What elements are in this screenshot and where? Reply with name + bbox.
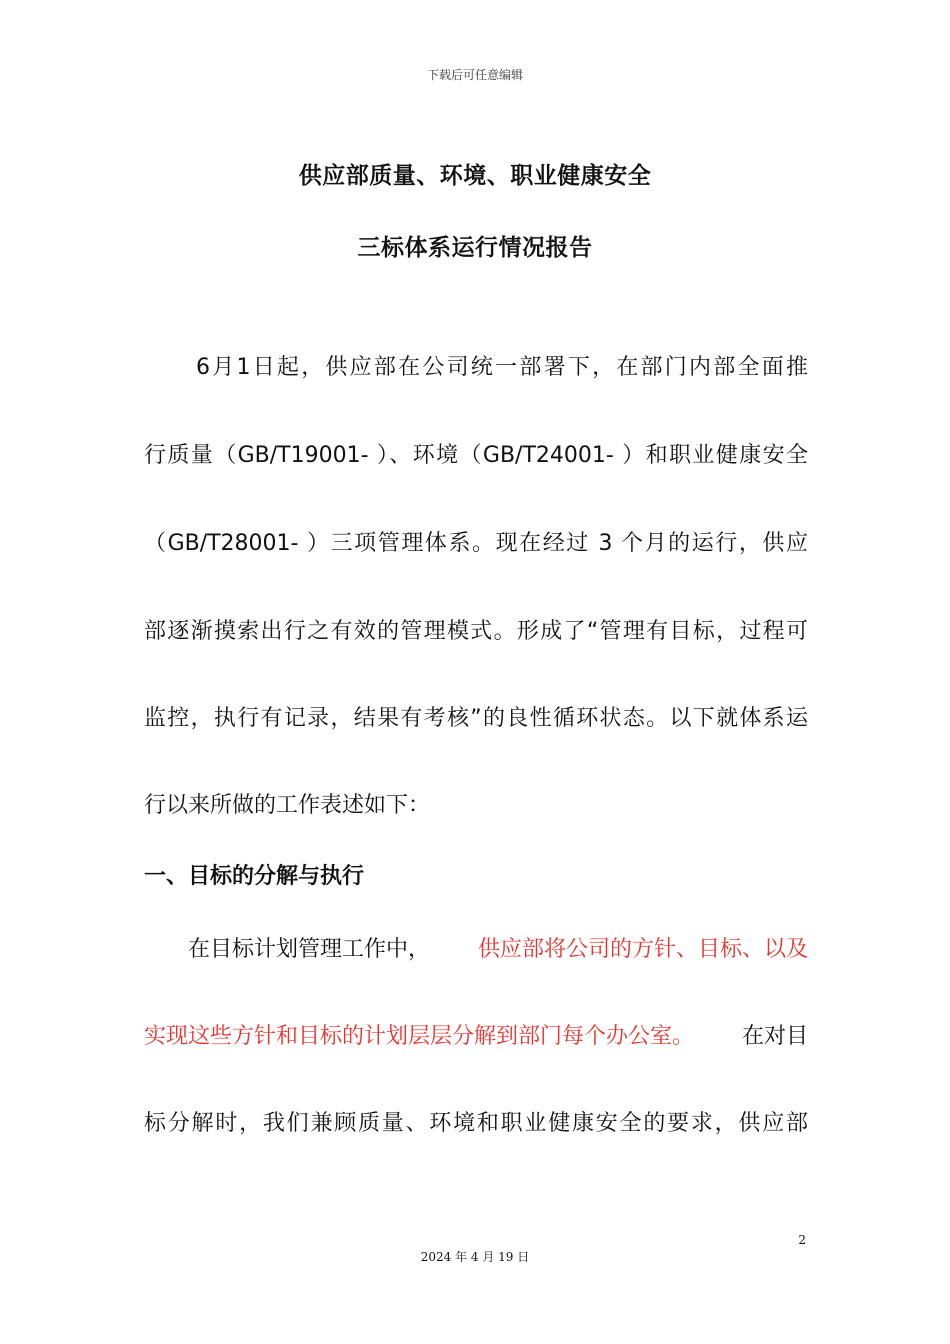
paragraph-2-line-1-plain: 在目标计划管理工作中， bbox=[188, 937, 431, 962]
paragraph-1-line-3: （GB/T28001- ）三项管理体系。现在经过 3 个月的运行，供应 bbox=[144, 531, 808, 556]
section-1-heading: 一、目标的分解与执行 bbox=[144, 864, 365, 889]
document-title-line-1: 供应部质量、环境、职业健康安全 bbox=[298, 163, 652, 189]
footer-date: 2024 年 4 月 19 日 bbox=[420, 1250, 530, 1264]
page-number: 2 bbox=[798, 1233, 806, 1247]
paragraph-2-line-1 bbox=[188, 935, 808, 965]
paragraph-1-line-4: 部逐渐摸索出行之有效的管理模式。形成了“管理有目标，过程可 bbox=[144, 619, 808, 644]
paragraph-1-line-6: 行以来所做的工作表述如下： bbox=[144, 793, 431, 818]
paragraph-1-line-5: 监控，执行有记录，结果有考核”的良性循环状态。以下就体系运 bbox=[144, 706, 808, 731]
header-note: 下载后可任意编辑 bbox=[426, 68, 523, 82]
paragraph-2-line-3: 标分解时，我们兼顾质量、环境和职业健康安全的要求，供应部 bbox=[144, 1111, 808, 1136]
paragraph-2-line-2-plain: 在对目 bbox=[741, 1024, 808, 1049]
paragraph-2-line-1-highlight: 供应部将公司的方针、目标、以及 bbox=[477, 937, 808, 962]
document-title-line-2: 三标体系运行情况报告 bbox=[357, 235, 593, 261]
paragraph-2-line-2-highlight: 实现这些方针和目标的计划层层分解到部门每个办公室。 bbox=[144, 1024, 695, 1049]
paragraph-2-line-2 bbox=[144, 1022, 808, 1052]
paragraph-1-line-2: 行质量（GB/T19001- ）、环境（GB/T24001- ）和职业健康安全 bbox=[144, 443, 808, 468]
paragraph-1-line-1: 6月1日起，供应部在公司统一部署下，在部门内部全面推 bbox=[196, 355, 808, 380]
